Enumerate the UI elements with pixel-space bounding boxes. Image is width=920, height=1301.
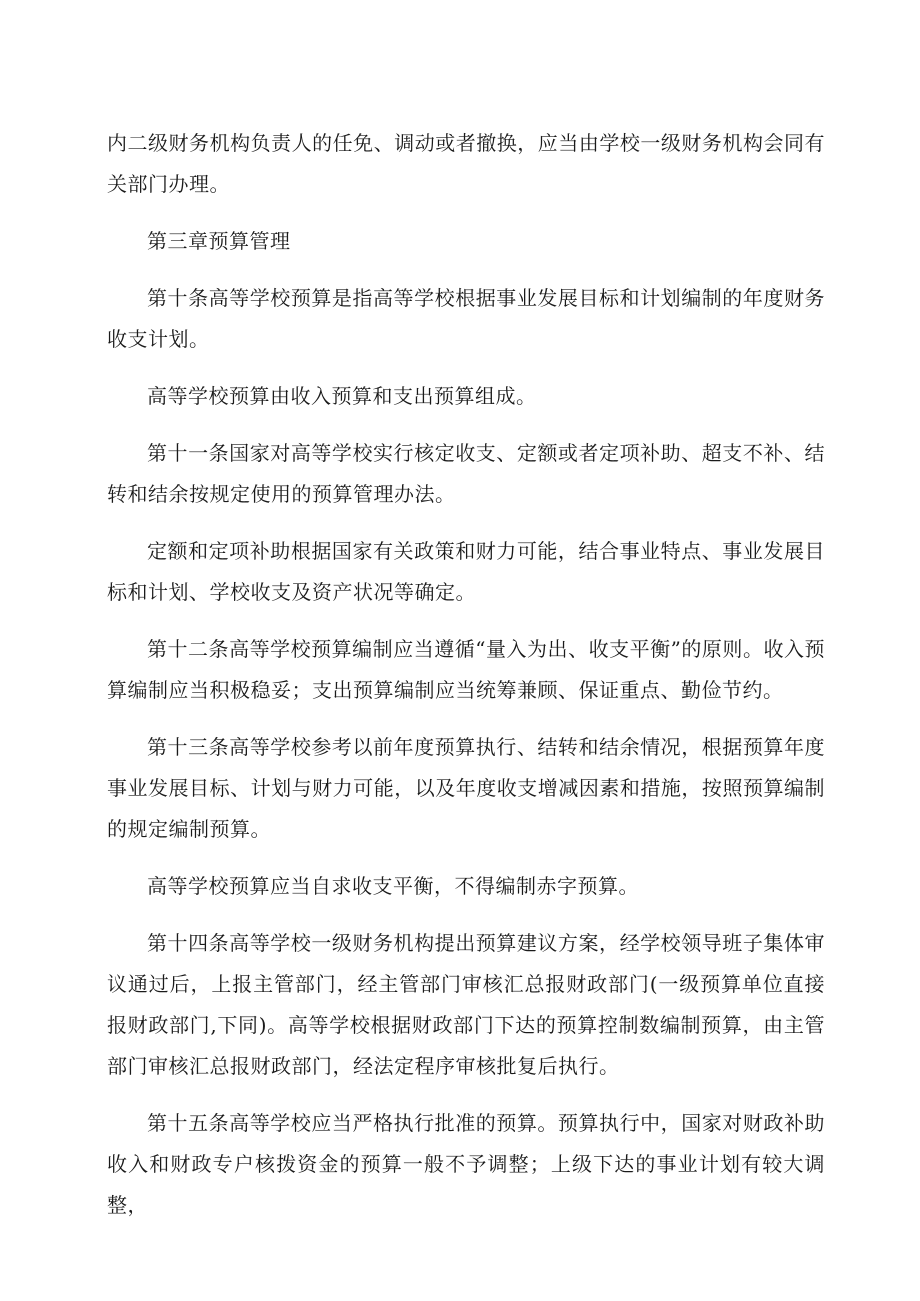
article-12: 第十二条高等学校预算编制应当遵循“量入为出、收支平衡”的原则。收入预算编制应当积极稳妥；支出预算编制应当统筹兼顾、保证重点、勤俭节约。 — [107, 637, 825, 702]
paragraph-continued: 内二级财务机构负责人的任免、调动或者撤换，应当由学校一级财务机构会同有关部门办理。 — [107, 131, 825, 196]
article-10: 第十条高等学校预算是指高等学校根据事业发展目标和计划编制的年度财务收支计划。 — [107, 286, 825, 351]
paragraph: 高等学校预算由收入预算和支出预算组成。 — [147, 384, 537, 408]
document-body — [107, 123, 825, 1242]
paragraph: 高等学校预算应当自求收支平衡，不得编制赤字预算。 — [147, 874, 639, 898]
article-15: 第十五条高等学校应当严格执行批准的预算。预算执行中，国家对财政补助收入和财政专户核拨资金的预算一般不予调整；上级下达的事业计划有较大调整， — [107, 1111, 825, 1217]
article-11: 第十一条国家对高等学校实行核定收支、定额或者定项补助、超支不补、结转和结余按规定使用的预算管理办法。 — [107, 441, 825, 506]
article-14: 第十四条高等学校一级财务机构提出预算建议方案，经学校领导班子集体审议通过后，上报主管部门，经主管部门审核汇总报财政部门(一级预算单位直接报财政部门,下同)。高等学校根据财政部门下达的预算控制数编制预算，由主管部门审核汇总报财政部门，经法定程序审核批复后执行。 — [107, 931, 825, 1078]
paragraph: 定额和定项补助根据国家有关政策和财力可能，结合事业特点、事业发展目标和计划、学校收支及资产状况等确定。 — [107, 539, 825, 604]
chapter-heading: 第三章预算管理 — [147, 229, 291, 253]
article-13: 第十三条高等学校参考以前年度预算执行、结转和结余情况，根据预算年度事业发展目标、计划与财力可能，以及年度收支增减因素和措施，按照预算编制的规定编制预算。 — [107, 735, 825, 841]
